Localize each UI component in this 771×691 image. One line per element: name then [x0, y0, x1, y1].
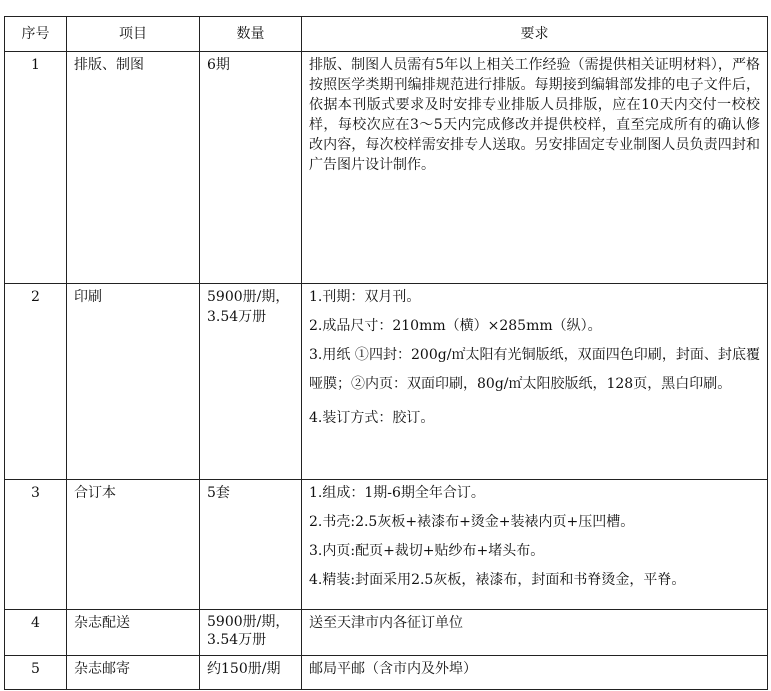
requirement-line: 1.刊期：双月刊。 — [309, 289, 421, 305]
header-requirements: 要求 — [302, 17, 768, 52]
header-item: 项目 — [67, 17, 200, 52]
table-row — [5, 610, 768, 656]
row-quantity — [200, 610, 302, 656]
requirement-line: 3.内页:配页+裁切+贴纱布+堵头布。 — [309, 543, 545, 559]
row-number: 4 — [5, 610, 67, 656]
table-row — [5, 656, 768, 690]
quantity-line: 3.54万册 — [207, 632, 267, 648]
row-requirements — [302, 480, 768, 610]
row-quantity — [200, 480, 302, 610]
row-requirements — [302, 284, 768, 480]
row-number: 3 — [5, 480, 67, 610]
header-no: 序号 — [5, 17, 67, 52]
requirement-line: 1.组成：1期-6期全年合订。 — [309, 485, 485, 501]
row-requirements: 邮局平邮（含市内及外埠） — [302, 656, 768, 690]
row-item: 杂志配送 — [67, 610, 200, 656]
quantity-line: 约150册/期 — [207, 661, 281, 677]
row-requirements: 排版、制图人员需有5年以上相关工作经验（需提供相关证明材料），严格按照医学类期刊编排规范进行排版。每期接到编辑部发排的电子文件后，依据本刊版式要求及时安排专业排版人员排版，应在10天内交付一校校样，每校次应在3～5天内完成修改并提供校样，直至完成所有的确认修改内容，每次校样需安排专人送取。另安排固定专业制图人员负责四封和广告图片设计制作。 — [302, 52, 768, 284]
requirement-line: 2.书壳:2.5灰板+裱漆布+烫金+装裱内页+压凹槽。 — [309, 514, 635, 530]
requirements-table — [4, 16, 768, 690]
requirement-line: 4.精装:封面采用2.5灰板，裱漆布，封面和书脊烫金，平脊。 — [309, 572, 686, 588]
row-item: 排版、制图 — [67, 52, 200, 284]
table-row — [5, 52, 768, 284]
row-quantity — [200, 656, 302, 690]
row-item: 印刷 — [67, 284, 200, 480]
row-quantity — [200, 52, 302, 284]
requirement-line: 3.用纸 ①四封：200g/㎡太阳有光铜版纸，双面四色印刷，封面、封底覆哑膜；②内页：双面印刷，80g/㎡太阳胶版纸，128页，黑白印刷。 — [309, 347, 760, 392]
quantity-line: 6期 — [207, 57, 230, 73]
row-number: 5 — [5, 656, 67, 690]
requirement-line: 2.成品尺寸：210mm（横）×285mm（纵）。 — [309, 318, 602, 334]
header-row — [5, 17, 768, 52]
row-item: 杂志邮寄 — [67, 656, 200, 690]
table-row — [5, 480, 768, 610]
row-number: 1 — [5, 52, 67, 284]
quantity-line: 3.54万册 — [207, 309, 267, 325]
row-number: 2 — [5, 284, 67, 480]
row-quantity — [200, 284, 302, 480]
table-row — [5, 284, 768, 480]
quantity-line: 5900册/期， — [207, 289, 290, 305]
row-requirements: 送至天津市内各征订单位 — [302, 610, 768, 656]
row-item: 合订本 — [67, 480, 200, 610]
quantity-line: 5套 — [207, 485, 230, 501]
requirement-line: 4.装订方式：胶订。 — [309, 410, 435, 426]
header-quantity: 数量 — [200, 17, 302, 52]
quantity-line: 5900册/期， — [207, 614, 290, 630]
